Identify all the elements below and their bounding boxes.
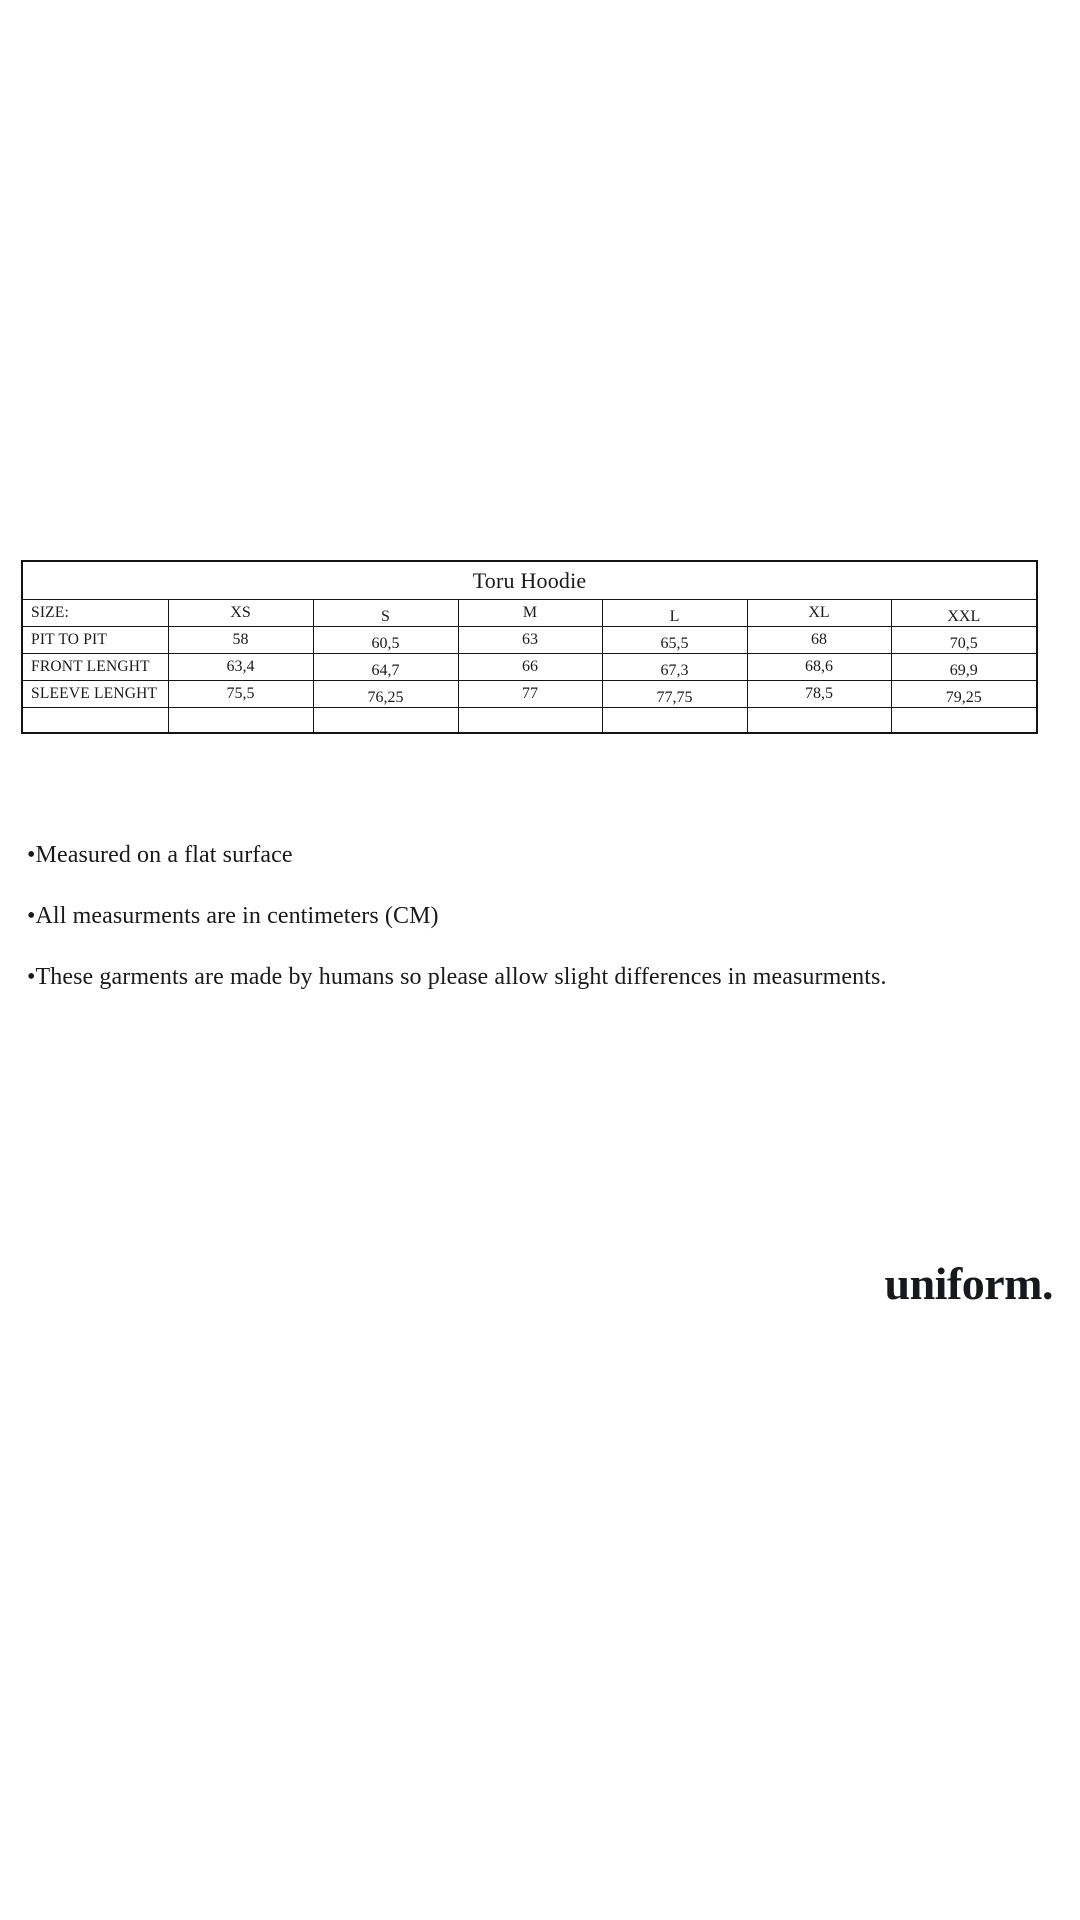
size-header-l — [602, 600, 747, 627]
measurement-cell — [168, 627, 313, 654]
table-row — [22, 627, 1037, 654]
measurement-cell — [602, 654, 747, 681]
measurement-cell — [168, 681, 313, 708]
row-label-front-lenght: FRONT LENGHT — [22, 654, 168, 681]
size-header-label: M — [522, 604, 538, 621]
measurement-cell — [891, 654, 1037, 681]
measurement-cell — [458, 627, 602, 654]
measurement-value: 78,5 — [805, 685, 833, 702]
size-header-m — [458, 600, 602, 627]
measurement-value: 77 — [522, 685, 538, 702]
measurement-cell — [891, 627, 1037, 654]
measurement-cell — [313, 627, 458, 654]
table-row — [22, 681, 1037, 708]
measurement-value: 63 — [522, 631, 538, 648]
measurement-value: 66 — [522, 658, 538, 675]
measurement-cell — [313, 681, 458, 708]
measurement-cell — [747, 654, 891, 681]
empty-cell — [22, 708, 168, 734]
row-label-sleeve-lenght: SLEEVE LENGHT — [22, 681, 168, 708]
measurement-value: 76,25 — [367, 689, 404, 706]
notes-section — [27, 840, 1047, 1023]
table-title: Toru Hoodie — [22, 561, 1037, 600]
measurement-value: 58 — [232, 631, 249, 648]
measurement-cell — [602, 681, 747, 708]
empty-cell — [168, 708, 313, 734]
size-header-xs — [168, 600, 313, 627]
note-centimeters: •All measurments are in centimeters (CM) — [27, 903, 439, 929]
measurement-cell — [747, 627, 891, 654]
row-label-pit-to-pit: PIT TO PIT — [22, 627, 168, 654]
measurement-cell — [168, 654, 313, 681]
measurement-value: 63,4 — [226, 658, 255, 675]
size-header-xl — [747, 600, 891, 627]
measurement-value: 65,5 — [660, 635, 689, 652]
note-measured-flat: •Measured on a flat surface — [27, 842, 293, 868]
size-header-label: L — [669, 608, 680, 625]
size-chart-table — [21, 560, 1038, 734]
empty-cell — [602, 708, 747, 734]
size-header-s — [313, 600, 458, 627]
measurement-value: 75,5 — [226, 685, 255, 702]
measurement-value: 70,5 — [949, 635, 978, 652]
note-made-by-humans: •These garments are made by humans so please allow slight differences in measurments. — [27, 964, 887, 990]
size-header-label: XXL — [947, 608, 981, 625]
measurement-value: 69,9 — [949, 662, 978, 679]
measurement-value: 67,3 — [660, 662, 689, 679]
empty-cell — [313, 708, 458, 734]
measurement-cell — [891, 681, 1037, 708]
measurement-cell — [747, 681, 891, 708]
measurement-value: 77,75 — [656, 689, 693, 706]
measurement-value: 79,25 — [945, 689, 982, 706]
measurement-cell — [458, 681, 602, 708]
size-header-label: S — [381, 608, 390, 625]
measurement-value: 60,5 — [371, 635, 400, 652]
size-row-label: SIZE: — [22, 600, 168, 627]
table-empty-row — [22, 708, 1037, 734]
measurement-value: 64,7 — [371, 662, 400, 679]
empty-cell — [747, 708, 891, 734]
empty-cell — [891, 708, 1037, 734]
measurement-cell — [602, 627, 747, 654]
brand-logo: uniform. — [884, 1258, 1053, 1309]
size-header-label: XL — [808, 604, 830, 621]
measurement-cell — [313, 654, 458, 681]
measurement-value: 68,6 — [805, 658, 833, 675]
table-row — [22, 654, 1037, 681]
size-header-label: XS — [230, 604, 251, 621]
size-header-xxl — [891, 600, 1037, 627]
empty-cell — [458, 708, 602, 734]
measurement-cell — [458, 654, 602, 681]
measurement-value: 68 — [811, 631, 827, 648]
